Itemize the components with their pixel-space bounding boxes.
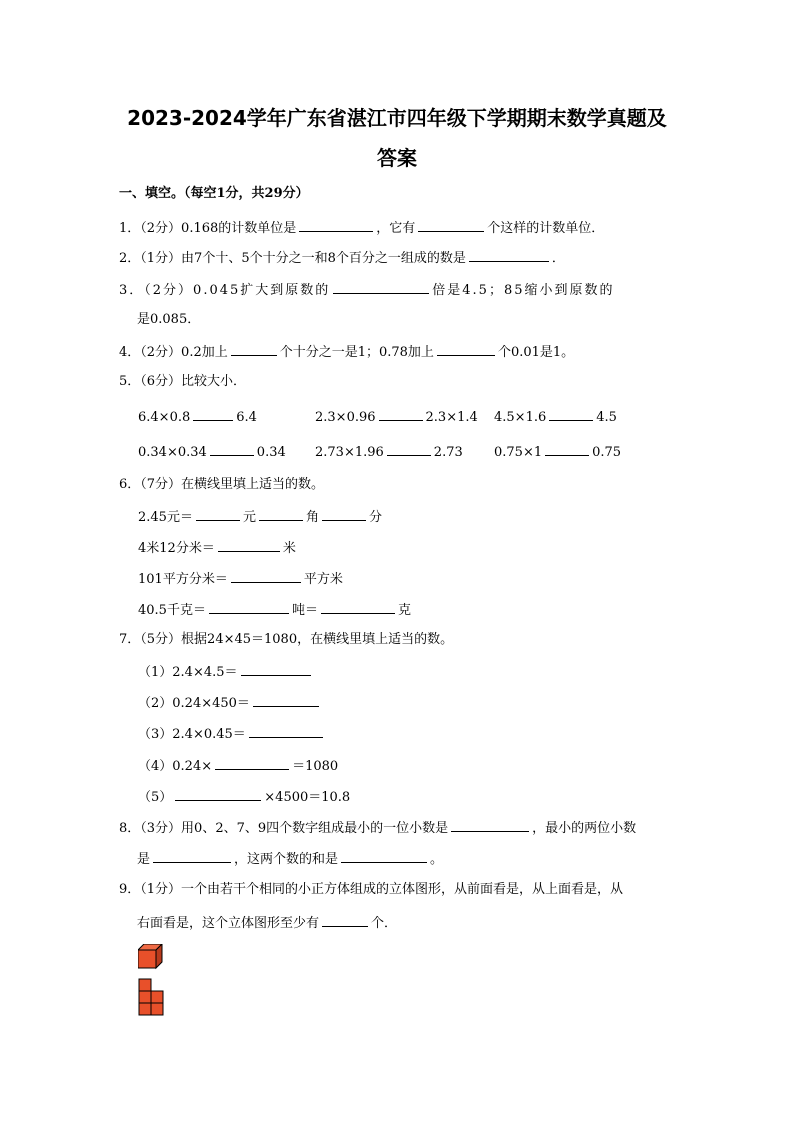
q7-sub-2: [138, 692, 322, 714]
q6-line-4: [138, 599, 411, 621]
q7-text: （1）2.4×4.5＝: [138, 665, 238, 680]
q7-sub-1: [138, 661, 314, 683]
q2-text-a: 2．（1分）由7个十、5个十分之一和8个百分之一组成的数是: [119, 251, 466, 266]
square-block: [139, 1003, 151, 1015]
q7-text: ＝1080: [292, 759, 339, 774]
question-5: 5．（6分）比较大小．: [119, 374, 247, 389]
answer-blank[interactable]: [379, 406, 423, 421]
q3-text-a: 3．（2分）0.045扩大到原数的: [119, 283, 331, 298]
compare-item: [315, 441, 463, 463]
q8-text: 是: [137, 852, 151, 867]
answer-blank[interactable]: [153, 848, 231, 863]
q7-text: （2）0.24×450＝: [138, 696, 250, 711]
q1-text-b: ，它有: [376, 221, 416, 236]
answer-blank[interactable]: [210, 441, 254, 456]
q3-text-b: 倍是4.5；85缩小到原数的: [432, 283, 615, 298]
answer-blank[interactable]: [321, 599, 395, 614]
q6-text: 米: [282, 541, 296, 556]
question-4: [119, 341, 574, 363]
q1-text-c: 个这样的计数单位．: [487, 221, 605, 236]
q6-text: 平方米: [303, 572, 343, 587]
compare-left: 2.3×0.96: [315, 410, 376, 425]
compare-left: 4.5×1.6: [494, 410, 547, 425]
section-heading: 一、填空。（每空1分，共29分）: [119, 186, 309, 201]
answer-blank[interactable]: [215, 755, 289, 770]
q1-text-a: 1．（2分）0.168的计数单位是: [119, 221, 297, 236]
answer-blank[interactable]: [545, 441, 589, 456]
question-8-cont: [137, 848, 443, 870]
answer-blank[interactable]: [333, 279, 429, 294]
compare-right: 6.4: [236, 410, 257, 425]
question-3-cont: 是0.085．: [137, 312, 201, 327]
compare-item: [494, 441, 621, 463]
answer-blank[interactable]: [175, 786, 261, 801]
document-title-line2: 答案: [377, 146, 417, 170]
compare-item: [138, 406, 257, 428]
square-block: [139, 979, 151, 991]
question-9-cont: [137, 912, 397, 934]
answer-blank[interactable]: [299, 217, 373, 232]
q8-text: ，这两个数的和是: [234, 852, 339, 867]
answer-blank[interactable]: [249, 723, 323, 738]
compare-left: 6.4×0.8: [138, 410, 191, 425]
q7-sub-4: [138, 755, 338, 777]
l-shape-view-figure: [138, 978, 166, 1018]
q4-text-a: 4．（2分）0.2加上: [119, 345, 228, 360]
q8-text: 8．（3分）用0、2、7、9四个数字组成最小的一位小数是: [119, 821, 449, 836]
q6-text: 分: [368, 510, 382, 525]
q4-text-b: 个十分之一是1；0.78加上: [279, 345, 434, 360]
answer-blank[interactable]: [218, 537, 280, 552]
compare-left: 0.75×1: [494, 445, 543, 460]
q6-text: 吨＝: [291, 603, 318, 618]
q8-text: 。: [430, 852, 444, 867]
square-block: [151, 1003, 163, 1015]
answer-blank[interactable]: [387, 441, 431, 456]
answer-blank[interactable]: [241, 661, 311, 676]
answer-blank[interactable]: [196, 506, 240, 521]
answer-blank[interactable]: [193, 406, 233, 421]
q6-text: 2.45元＝: [138, 510, 193, 525]
compare-left: 0.34×0.34: [138, 445, 207, 460]
answer-blank[interactable]: [549, 406, 593, 421]
q6-text: 4米12分米＝: [138, 541, 215, 556]
compare-item: [494, 406, 617, 428]
q7-text: （4）0.24×: [138, 759, 213, 774]
compare-left: 2.73×1.96: [315, 445, 384, 460]
compare-right: 4.5: [596, 410, 617, 425]
question-9: 9．（1分）一个由若干个相同的小正方体组成的立体图形，从前面看是，从上面看是，从: [119, 882, 624, 897]
compare-item: [315, 406, 478, 428]
answer-blank[interactable]: [437, 341, 495, 356]
q6-text: 克: [397, 603, 411, 618]
q6-line-2: [138, 537, 296, 559]
q7-sub-3: [138, 723, 326, 745]
q6-text: 40.5千克＝: [138, 603, 206, 618]
answer-blank[interactable]: [322, 912, 368, 927]
answer-blank[interactable]: [341, 848, 427, 863]
single-cube-figure: [138, 944, 164, 970]
question-3: [119, 279, 614, 301]
q4-text-c: 个0.01是1。: [497, 345, 575, 360]
question-6: 6．（7分）在横线里填上适当的数。: [119, 477, 325, 492]
answer-blank[interactable]: [322, 506, 366, 521]
compare-right: 2.3×1.4: [425, 410, 478, 425]
answer-blank[interactable]: [209, 599, 289, 614]
question-2: [119, 247, 565, 269]
q7-text: ×4500＝10.8: [264, 790, 351, 805]
square-block: [139, 991, 151, 1003]
cube-front-face: [138, 950, 156, 968]
q7-text: （3）2.4×0.45＝: [138, 727, 246, 742]
document-title: 2023-2024学年广东省湛江市四年级下学期期末数学真题及: [127, 106, 667, 130]
answer-blank[interactable]: [231, 568, 301, 583]
compare-right: 2.73: [433, 445, 463, 460]
answer-blank[interactable]: [451, 817, 529, 832]
q2-text-b: ．: [551, 251, 565, 266]
q9-text: 个．: [371, 916, 398, 931]
q8-text: ，最小的两位小数: [532, 821, 637, 836]
q7-text: （5）: [138, 790, 173, 805]
answer-blank[interactable]: [231, 341, 277, 356]
q6-line-3: [138, 568, 343, 590]
q6-text: 元: [242, 510, 256, 525]
answer-blank[interactable]: [469, 247, 549, 262]
answer-blank[interactable]: [418, 217, 484, 232]
q6-line-1: [138, 506, 382, 528]
compare-item: [138, 441, 286, 463]
q7-sub-5: [138, 786, 350, 808]
compare-right: 0.34: [256, 445, 286, 460]
answer-blank[interactable]: [259, 506, 303, 521]
question-8: [119, 817, 636, 839]
question-7: 7．（5分）根据24×45＝1080，在横线里填上适当的数。: [119, 632, 454, 647]
q6-text: 101平方分米＝: [138, 572, 228, 587]
square-block: [151, 991, 163, 1003]
answer-blank[interactable]: [253, 692, 319, 707]
q9-text: 右面看是，这个立体图形至少有: [137, 916, 320, 931]
compare-right: 0.75: [592, 445, 622, 460]
q6-text: 角: [305, 510, 319, 525]
question-1: [119, 217, 604, 239]
